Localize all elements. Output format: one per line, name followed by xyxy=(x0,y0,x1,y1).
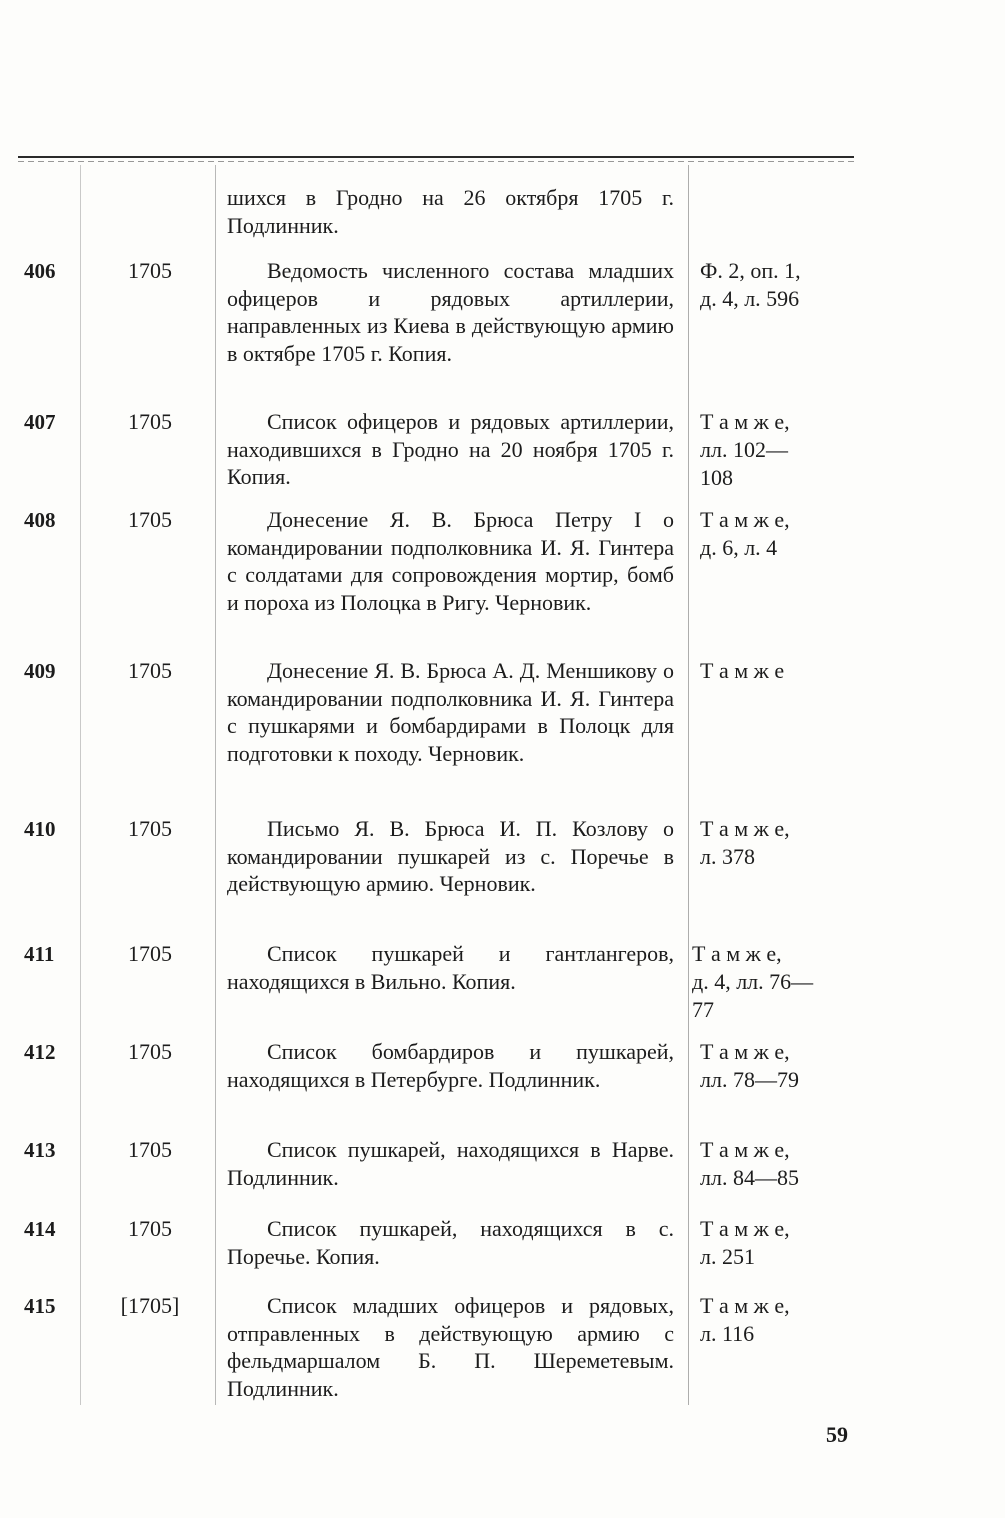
entry-description: Список пушкарей, находящихся в Нарве. Подлинник. xyxy=(227,1137,674,1190)
continuation-description: шихся в Гродно на 26 октября 1705 г. Подлинник. xyxy=(227,185,674,238)
entry-year: 1705 xyxy=(128,816,172,841)
entry-number: 415 xyxy=(24,1294,56,1318)
entry-description: Донесение Я. В. Брюса Петру I о командировании подполковника И. Я. Гинтера с солдатами для сопровождения мортир, бомб и пороха из Полоцка в Ригу. Черновик. xyxy=(227,507,674,615)
entry-reference: Т а м ж е xyxy=(700,658,785,683)
entry-number: 411 xyxy=(24,942,55,966)
entry-year: 1705 xyxy=(128,258,172,283)
entry-reference: Ф. 2, оп. 1, д. 4, л. 596 xyxy=(700,258,801,311)
page-number: 59 xyxy=(826,1422,848,1447)
entry-description: Список младших офицеров и рядовых, отправленных в действующую армию с фельдмаршалом Б. П. Шереметевым. Подлинник. xyxy=(227,1293,674,1401)
entry-reference: Т а м ж е, лл. 78—79 xyxy=(700,1039,799,1092)
entry-number: 410 xyxy=(24,817,56,841)
entry-year: 1705 xyxy=(128,1216,172,1241)
entry-year: 1705 xyxy=(128,507,172,532)
column-divider-number xyxy=(80,165,81,1405)
top-rule-shadow xyxy=(18,161,854,162)
entry-year: 1705 xyxy=(128,658,172,683)
entry-reference: Т а м ж е, д. 6, л. 4 xyxy=(700,507,790,560)
entry-description: Донесение Я. В. Брюса А. Д. Меншикову о командировании подполковника И. Я. Гинтера с пушкарями и бомбардирами в Полоцк для подготовки к походу. Черновик. xyxy=(227,658,674,766)
top-rule xyxy=(18,156,854,158)
entry-number: 408 xyxy=(24,508,56,532)
entry-number: 406 xyxy=(24,259,56,283)
entry-number: 412 xyxy=(24,1040,56,1064)
entry-reference: Т а м ж е, лл. 84—85 xyxy=(700,1137,799,1190)
entry-year: 1705 xyxy=(128,941,172,966)
entry-number: 414 xyxy=(24,1217,56,1241)
entry-reference: Т а м ж е, л. 378 xyxy=(700,816,790,869)
entry-description: Список офицеров и рядовых артиллерии, находившихся в Гродно на 20 ноября 1705 г. Копия. xyxy=(227,409,674,489)
entry-description: Список пушкарей, находящихся в с. Поречье. Копия. xyxy=(227,1216,674,1269)
entry-description: Письмо Я. В. Брюса И. П. Козлову о командировании пушкарей из с. Поречье в действующую армию. Черновик. xyxy=(227,816,674,896)
entry-year: 1705 xyxy=(128,1039,172,1064)
column-divider-description xyxy=(688,165,689,1405)
entry-description: Список пушкарей и гантлангеров, находящихся в Вильно. Копия. xyxy=(227,941,674,994)
entry-number: 407 xyxy=(24,410,56,434)
entry-number: 413 xyxy=(24,1138,56,1162)
entry-reference: Т а м ж е, л. 251 xyxy=(700,1216,790,1269)
column-divider-year xyxy=(215,165,216,1405)
entry-year: 1705 xyxy=(128,409,172,434)
entry-year: [1705] xyxy=(120,1293,180,1318)
entry-number: 409 xyxy=(24,659,56,683)
entry-reference: Т а м ж е, лл. 102— 108 xyxy=(700,409,790,490)
entry-year: 1705 xyxy=(128,1137,172,1162)
entry-description: Ведомость численного состава младших офицеров и рядовых артиллерии, направленных из Киева в действующую армию в октябре 1705 г. Копия. xyxy=(227,258,674,366)
entry-reference: Т а м ж е, л. 116 xyxy=(700,1293,790,1346)
entry-reference: Т а м ж е, д. 4, лл. 76— 77 xyxy=(692,941,814,1022)
entry-description: Список бомбардиров и пушкарей, находящихся в Петербурге. Подлинник. xyxy=(227,1039,674,1092)
